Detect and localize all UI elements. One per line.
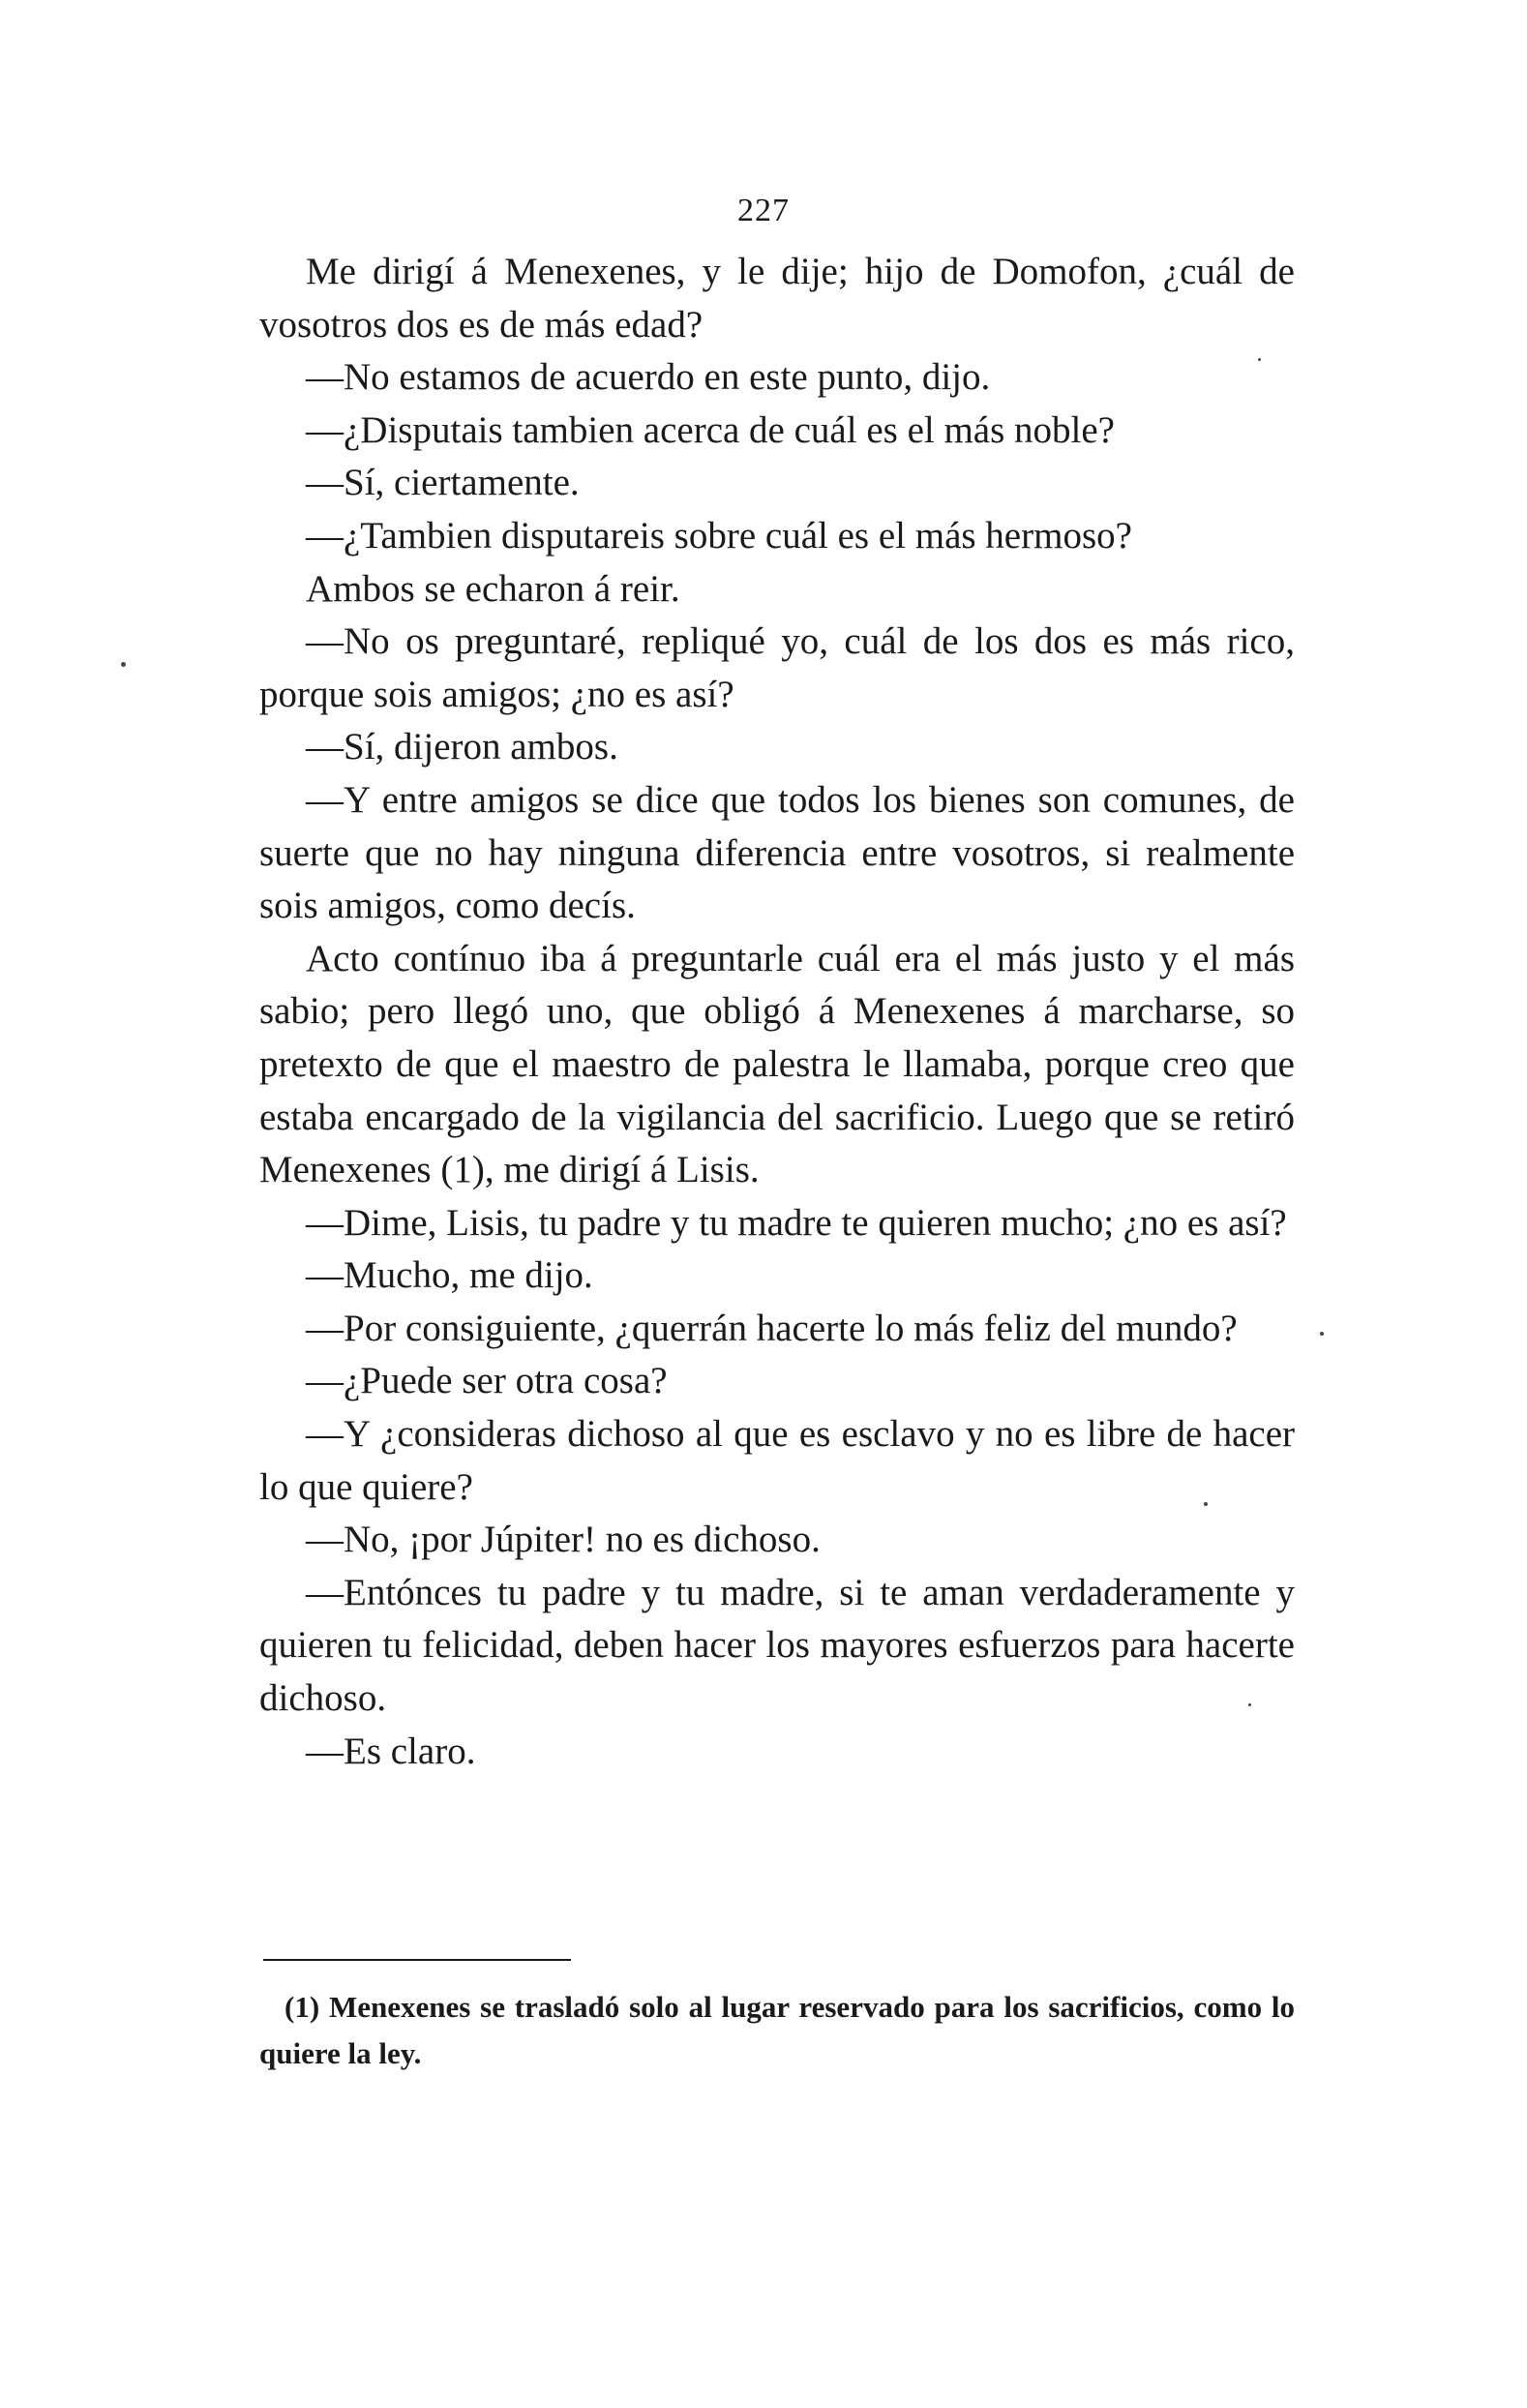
scan-speck bbox=[1320, 1332, 1324, 1336]
paragraph: —¿Tambien disputareis sobre cuál es el más hermoso? bbox=[306, 514, 1132, 557]
paragraph: —No, ¡por Júpiter! no es dichoso. bbox=[306, 1519, 821, 1561]
page-number: 227 bbox=[737, 193, 790, 228]
paragraph: Me dirigí á Menexenes, y le dije; hijo de Domofon, ¿cuál de vosotros dos es de más edad? bbox=[259, 251, 1295, 346]
paragraph: —Entónces tu padre y tu madre, si te aman verdaderamente y quieren tu felicidad, deben hacer los mayores esfuerzos para hacerte dichoso. bbox=[259, 1571, 1295, 1720]
paragraph: —¿Puede ser otra cosa? bbox=[306, 1360, 668, 1402]
paragraph: Acto contínuo iba á preguntarle cuál era el más justo y el más sabio; pero llegó uno, que obligó á Menexenes á marcharse, so pretexto de que el maestro de palestra le llamaba, porque creo que estaba encargado de la vigilancia del sacrificio. Luego que se retiró Menexenes (1), me dirigí á Lisis. bbox=[259, 937, 1295, 1191]
paragraph: —No estamos de acuerdo en este punto, dijo. bbox=[306, 356, 991, 399]
scan-speck bbox=[1204, 1502, 1208, 1506]
paragraph: —Dime, Lisis, tu padre y tu madre te quieren mucho; ¿no es así? bbox=[306, 1201, 1287, 1244]
paragraph: Ambos se echaron á reir. bbox=[306, 567, 680, 610]
scan-speck bbox=[1248, 1703, 1251, 1706]
paragraph: —Y ¿consideras dichoso al que es esclavo y no es libre de hacer lo que quiere? bbox=[259, 1413, 1295, 1508]
paragraph: —¿Disputais tambien acerca de cuál es el más noble? bbox=[306, 408, 1115, 451]
paragraph: —Mucho, me dijo. bbox=[306, 1254, 593, 1297]
paragraph: —Por consiguiente, ¿querrán hacerte lo más feliz del mundo? bbox=[306, 1307, 1238, 1349]
footnote-text: (1) Menexenes se trasladó solo al lugar reservado para los sacrificios, como lo quiere la ley. bbox=[259, 1990, 1295, 2070]
paragraph: —Es claro. bbox=[306, 1730, 476, 1772]
scan-speck bbox=[1258, 358, 1261, 361]
body-text bbox=[259, 246, 1295, 1778]
scan-speck bbox=[121, 662, 126, 667]
paragraph: —No os preguntaré, repliqué yo, cuál de los dos es más rico, porque sois amigos; ¿no es así? bbox=[259, 620, 1295, 715]
paragraph: —Y entre amigos se dice que todos los bienes son comunes, de suerte que no hay ninguna diferencia entre vosotros, si realmente sois amigos, como decís. bbox=[259, 778, 1295, 927]
footnote bbox=[259, 1984, 1295, 2077]
footnote-rule bbox=[263, 1959, 571, 1961]
paragraph: —Sí, ciertamente. bbox=[306, 462, 580, 504]
paragraph: —Sí, dijeron ambos. bbox=[306, 726, 618, 768]
